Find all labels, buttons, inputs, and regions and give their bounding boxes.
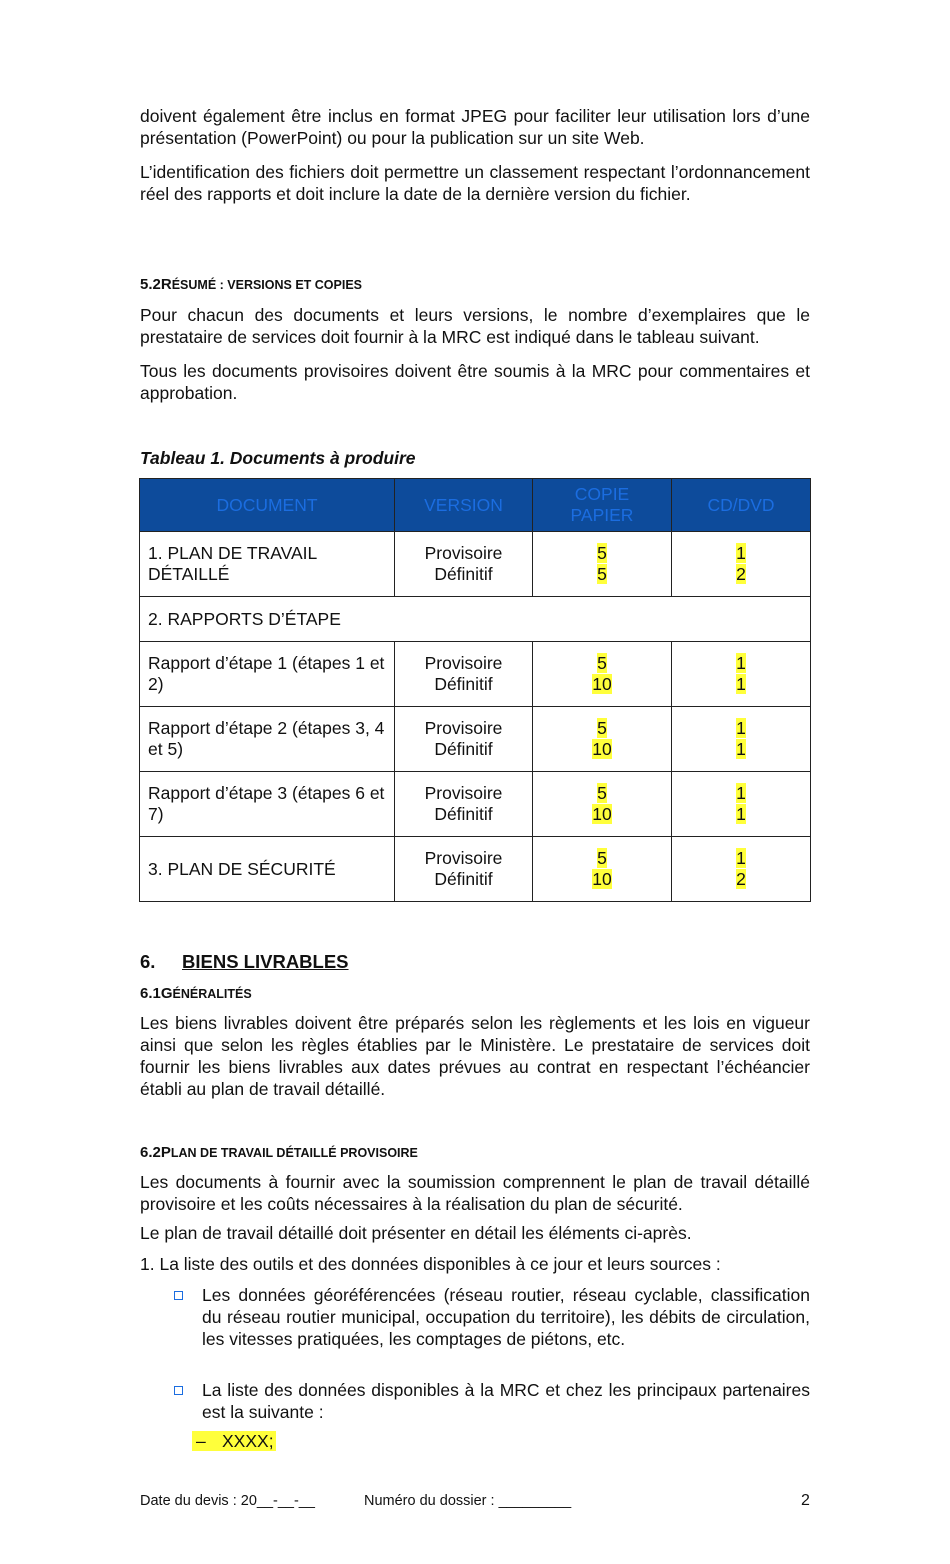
- paper-final: 10: [592, 674, 612, 694]
- section-title: BIENS LIVRABLES: [182, 951, 349, 972]
- paper-provisional: 5: [597, 718, 607, 738]
- cell-paper-copy: [533, 532, 672, 597]
- header-cd-dvd: CD/DVD: [672, 479, 811, 532]
- cell-cd-dvd: [672, 642, 811, 707]
- cd-final: 1: [736, 674, 746, 694]
- dash-item-text: XXXX;: [222, 1431, 274, 1451]
- cell-document: 3. PLAN DE SÉCURITÉ: [140, 837, 395, 902]
- version-provisional: Provisoire: [424, 543, 503, 563]
- footer-date: Date du devis : 20__-__-__: [140, 1493, 315, 1509]
- section-6-2-heading: [140, 1142, 418, 1164]
- version-provisional: Provisoire: [424, 718, 503, 738]
- page-number: 2: [801, 1492, 810, 1509]
- section-6-2-paragraph-1: Les documents à fournir avec la soumission comprennent le plan de travail détaillé provisoire et les coûts nécessaires à la réalisation du plan de sécurité.: [140, 1172, 810, 1214]
- section-5-2-heading: [140, 274, 362, 296]
- paper-final: 10: [592, 869, 612, 889]
- documents-table: [139, 478, 811, 902]
- paper-final: 10: [592, 739, 612, 759]
- cell-cd-dvd: [672, 707, 811, 772]
- section-title-initial: P: [160, 1144, 171, 1161]
- cell-version: [395, 837, 533, 902]
- version-final: Définitif: [434, 739, 493, 759]
- dash-marker: –: [196, 1431, 206, 1451]
- cd-provisional: 1: [736, 653, 746, 673]
- intro-paragraph-2: L’identification des fichiers doit permettre un classement respectant l’ordonnancement réel des rapports et doit inclure la date de la dernière version du fichier.: [140, 162, 810, 204]
- version-provisional: Provisoire: [424, 848, 503, 868]
- intro-paragraph-1: doivent également être inclus en format JPEG pour faciliter leur utilisation lors d’une présentation (PowerPoint) ou pour la publication sur un site Web.: [140, 106, 810, 148]
- cd-final: 1: [736, 804, 746, 824]
- table-row: [140, 532, 811, 597]
- cell-cd-dvd: [672, 532, 811, 597]
- table-row: [140, 642, 811, 707]
- cd-final: 2: [736, 869, 746, 889]
- version-provisional: Provisoire: [424, 783, 503, 803]
- list-item: Les données géoréférencées (réseau routier, réseau cyclable, classification du réseau routier municipal, occupation du territoire), les débits de circulation, les vitesses pratiquées, les comptages de piétons, etc.: [202, 1285, 810, 1349]
- section-6-1-paragraph: Les biens livrables doivent être préparés selon les règlements et les lois en vigueur ainsi que selon les règles établies par le Ministère. Le prestataire de services doit fournir les biens livrables aux dates prévues au contrat en respectant l’échéancier établi au plan de travail détaillé.: [140, 1013, 810, 1099]
- list-item: La liste des données disponibles à la MRC et chez les principaux partenaires est la suivante :: [202, 1380, 810, 1422]
- cell-section: 2. RAPPORTS D’ÉTAPE: [140, 597, 811, 642]
- section-6-1-heading: [140, 983, 252, 1005]
- cell-version: [395, 707, 533, 772]
- cell-paper-copy: [533, 642, 672, 707]
- section-5-2-paragraph-2: Tous les documents provisoires doivent être soumis à la MRC pour commentaires et approbation.: [140, 361, 810, 403]
- cell-document: 1. PLAN DE TRAVAIL DÉTAILLÉ: [140, 532, 395, 597]
- table-row: [140, 707, 811, 772]
- cd-final: 1: [736, 739, 746, 759]
- cell-document: Rapport d’étape 1 (étapes 1 et 2): [140, 642, 395, 707]
- header-paper-copy: COPIE PAPIER: [533, 479, 672, 532]
- square-bullet-icon: [174, 1386, 183, 1395]
- version-final: Définitif: [434, 804, 493, 824]
- cd-provisional: 1: [736, 718, 746, 738]
- cd-final: 2: [736, 564, 746, 584]
- table-row: [140, 837, 811, 902]
- table-row: [140, 772, 811, 837]
- section-title: ÉSUMÉ : VERSIONS ET COPIES: [171, 278, 363, 292]
- version-final: Définitif: [434, 564, 493, 584]
- section-5-2-paragraph-1: Pour chacun des documents et leurs versions, le nombre d’exemplaires que le prestataire de services doit fournir à la MRC est indiqué dans le tableau suivant.: [140, 305, 810, 347]
- cell-paper-copy: [533, 772, 672, 837]
- list-intro: 1. La liste des outils et des données disponibles à ce jour et leurs sources :: [140, 1254, 721, 1274]
- cell-cd-dvd: [672, 837, 811, 902]
- cd-provisional: 1: [736, 783, 746, 803]
- table-header-row: [140, 479, 811, 532]
- section-number: 6.1: [140, 985, 161, 1002]
- paper-final: 10: [592, 804, 612, 824]
- dash-list-item: [192, 1430, 276, 1452]
- header-document: DOCUMENT: [140, 479, 395, 532]
- version-final: Définitif: [434, 674, 493, 694]
- cell-version: [395, 772, 533, 837]
- cell-document: Rapport d’étape 2 (étapes 3, 4 et 5): [140, 707, 395, 772]
- paper-provisional: 5: [597, 783, 607, 803]
- cell-document: Rapport d’étape 3 (étapes 6 et 7): [140, 772, 395, 837]
- footer-file-number: Numéro du dossier : _________: [364, 1493, 572, 1509]
- section-6-heading: [140, 951, 349, 973]
- paper-provisional: 5: [597, 848, 607, 868]
- paper-provisional: 5: [597, 653, 607, 673]
- cell-version: [395, 532, 533, 597]
- table-section-row: [140, 597, 811, 642]
- section-title-initial: G: [160, 985, 173, 1002]
- header-version: VERSION: [395, 479, 533, 532]
- section-6-2-paragraph-2: Le plan de travail détaillé doit présenter en détail les éléments ci-après.: [140, 1223, 692, 1243]
- square-bullet-icon: [174, 1291, 183, 1300]
- section-title: LAN DE TRAVAIL DÉTAILLÉ PROVISOIRE: [170, 1146, 418, 1160]
- cell-paper-copy: [533, 707, 672, 772]
- section-number: 6.: [140, 951, 156, 972]
- cell-cd-dvd: [672, 772, 811, 837]
- section-title-initial: R: [160, 276, 172, 293]
- paper-provisional: 5: [597, 543, 607, 563]
- version-final: Définitif: [434, 869, 493, 889]
- cd-provisional: 1: [736, 848, 746, 868]
- version-provisional: Provisoire: [424, 653, 503, 673]
- cell-paper-copy: [533, 837, 672, 902]
- section-number: 5.2: [140, 276, 161, 293]
- section-number: 6.2: [140, 1144, 161, 1161]
- paper-final: 5: [597, 564, 607, 584]
- cd-provisional: 1: [736, 543, 746, 563]
- section-title: ÉNÉRALITÉS: [172, 987, 252, 1001]
- cell-version: [395, 642, 533, 707]
- table-caption: Tableau 1. Documents à produire: [140, 448, 416, 468]
